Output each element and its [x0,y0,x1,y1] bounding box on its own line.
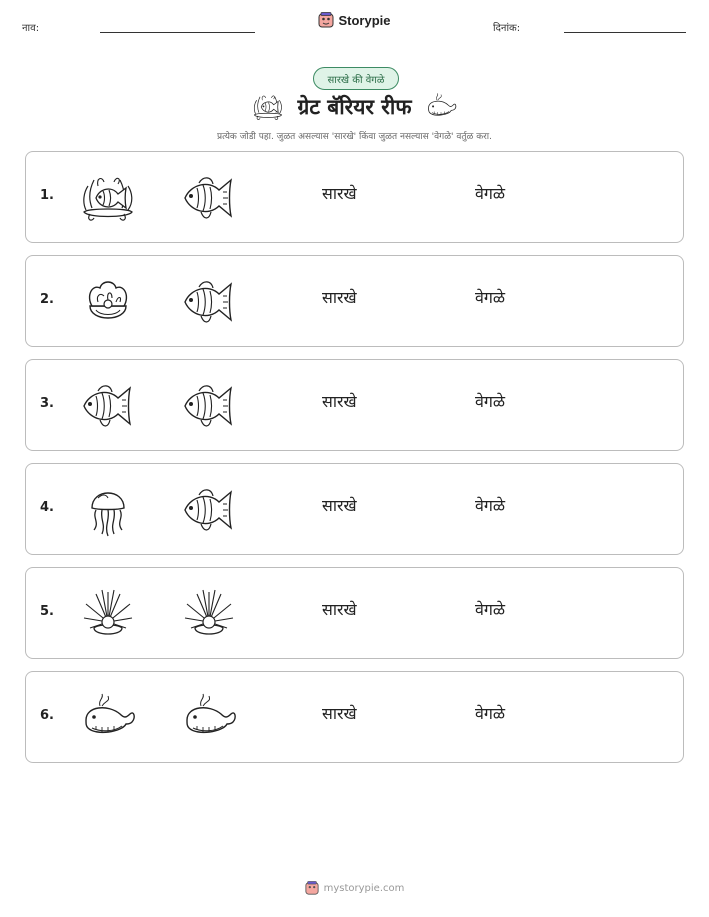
row-number: 2. [40,292,54,307]
date-label: दिनांक: [493,23,521,34]
storypie-logo-icon [318,12,334,28]
exercise-row [25,255,684,347]
different-option[interactable]: वेगळे [475,184,506,203]
row-number: 3. [40,396,54,411]
whale-icon [179,688,239,748]
sea-anemone-icon [78,584,138,644]
different-option[interactable]: वेगळे [475,392,506,411]
storypie-logo-icon [305,881,319,895]
date-line[interactable] [564,32,686,33]
footer-url[interactable]: mystorypie.com [323,882,405,894]
anemone-fish-icon [78,168,138,228]
exercise-row [25,567,684,659]
fish-icon [78,376,138,436]
page-title: ग्रेट बॅरियर रीफ [297,95,412,119]
name-line[interactable] [100,32,255,33]
exercise-row [25,359,684,451]
different-option[interactable]: वेगळे [475,600,506,619]
row-number: 6. [40,708,54,723]
anemone-fish-icon [251,90,285,124]
clam-icon [78,272,138,332]
same-option[interactable]: सारखे [322,496,357,515]
same-option[interactable]: सारखे [322,288,357,307]
brand [0,12,709,32]
whale-icon [78,688,138,748]
fish-icon [179,168,239,228]
row-number: 1. [40,188,54,203]
same-option[interactable]: सारखे [322,184,357,203]
fish-icon [179,376,239,436]
same-option[interactable]: सारखे [322,392,357,411]
sea-anemone-icon [179,584,239,644]
exercise-row [25,151,684,243]
whale-icon [424,90,458,124]
row-number: 5. [40,604,54,619]
same-option[interactable]: सारखे [322,600,357,619]
instruction-text: प्रत्येक जोडी पहा. जुळत असल्यास 'सारखे' किंवा जुळत नसल्यास 'वेगळे' वर्तुळ करा. [216,132,492,142]
same-option[interactable]: सारखे [322,704,357,723]
title-row [0,90,709,124]
different-option[interactable]: वेगळे [475,496,506,515]
row-number: 4. [40,500,54,515]
footer [0,880,709,899]
different-option[interactable]: वेगळे [475,288,506,307]
fish-icon [179,480,239,540]
brand-name: Storypie [338,12,391,28]
worksheet-type-badge: सारखे की वेगळे [313,67,399,90]
exercise-row [25,671,684,763]
fish-icon [179,272,239,332]
name-label: नाव: [22,23,40,34]
exercise-row [25,463,684,555]
different-option[interactable]: वेगळे [475,704,506,723]
jellyfish-icon [78,480,138,540]
